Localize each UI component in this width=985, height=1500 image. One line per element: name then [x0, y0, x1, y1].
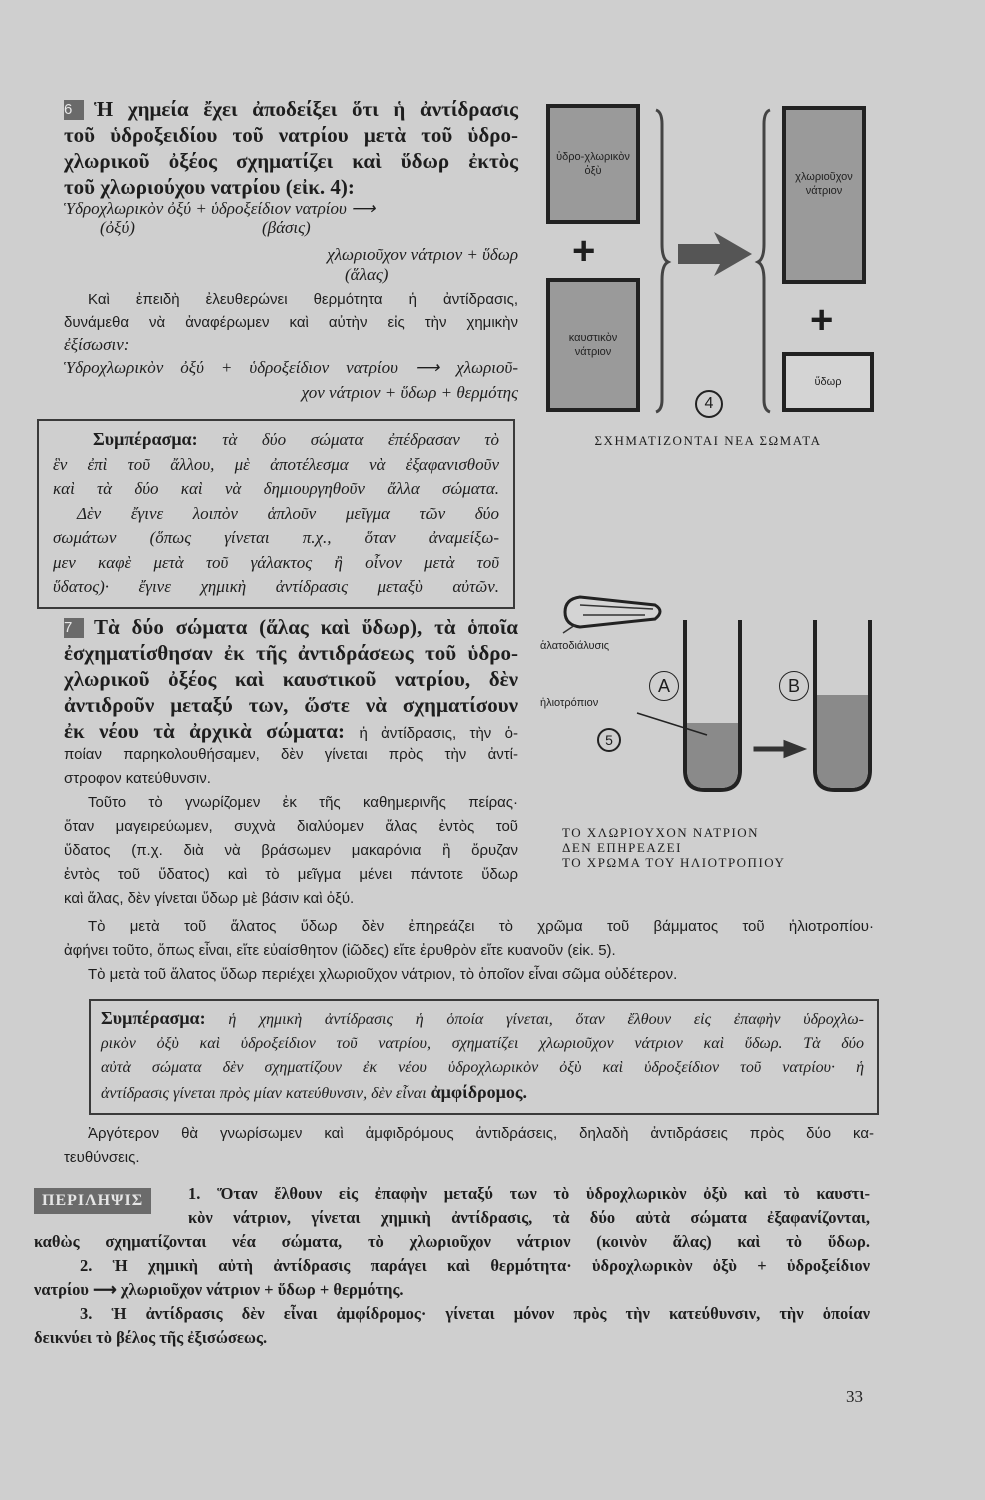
label-salt-solution: ἁλατοδιάλυσις [540, 640, 610, 652]
tube-label-a: A [649, 671, 679, 701]
caption-line: ΤΟ ΧΛΩΡΙΟΥΧΟΝ ΝΑΤΡΙΟΝ [562, 825, 760, 840]
conclusion-box-2 [89, 999, 879, 1115]
tube-label-b: B [779, 671, 809, 701]
box-caustic-soda: καυστικὸν νάτριον [546, 278, 640, 412]
test-tubes-illustration [535, 585, 875, 805]
heading-line: χλωρικοῦ ὀξέος σχηματίζει καὶ ὕδωρ ἐκτὸς [64, 149, 518, 173]
caption-line: ΔΕΝ ΕΠΗΡΕΑΖΕΙ [562, 840, 682, 855]
paragraph-line: Τοῦτο τὸ γνωρίζομεν ἐκ τῆς καθημερινῆς πείρας· [88, 794, 518, 811]
litmus-paragraph [64, 915, 874, 987]
summary [34, 1182, 870, 1350]
label-litmus: ἡλιοτρόπιον [540, 697, 599, 709]
figure-4 [530, 90, 890, 460]
summary-line: 1. Ὅταν ἔλθουν εἰς ἐπαφὴν μεταξύ των τὸ ὑδροχλωρικὸν ὀξὺ καὶ τὸ καυστι- [188, 1184, 870, 1203]
conclusion-label: Συμπέρασμα: [101, 1008, 206, 1028]
conclusion-text: ἡ χημικὴ ἀντίδρασις ἡ ὁποία γίνεται, ὅταν ἔλθουν εἰς ἐπαφὴν ὑδροχλω- [228, 1011, 865, 1028]
figure-number-5: 5 [597, 728, 621, 752]
heading-line: τοῦ χλωριούχου νατρίου (εἰκ. 4): [64, 175, 355, 199]
conclusion-line: Δὲν ἔγινε λοιπὸν ἁπλοῦν μεῖγμα τῶν δύο [77, 503, 499, 523]
conclusion-line: ρικὸν ὀξὺ καὶ ὑδροξείδιον τοῦ νατρίου, σχηματίζει χλωριοῦχον νάτριον καὶ ὕδωρ. Τὰ δύο [101, 1035, 864, 1052]
box-hydrochloric-acid: ὑδρο-χλωρικὸν ὀξὺ [546, 104, 640, 224]
conclusion-line: ἓν ἐπὶ τοῦ ἄλλου, μὲ ἀποτέλεσμα νὰ ἐξαφανισθοῦν [53, 454, 499, 474]
summary-line: 2. Ἡ χημικὴ αὐτὴ ἀντίδρασις παράγει καὶ θερμότητα· ὑδροχλωρικὸν ὀξὺ + ὑδροξείδιον [80, 1256, 870, 1275]
equation-1-line1: Ὑδροχλωρικὸν ὀξύ + ὑδροξείδιον νατρίου ⟶ [64, 199, 376, 218]
figure-5 [535, 585, 875, 875]
equation-line: Ὑδροχλωρικὸν ὀξύ + ὑδροξείδιον νατρίου ⟶ χλωριοῦ- [64, 358, 518, 377]
heading-line: ἀντιδροῦν μεταξύ των, ὥστε νὰ σχηματίσουν [64, 693, 518, 717]
equation-1-line2: χλωριοῦχον νάτριον + ὕδωρ [327, 245, 518, 264]
paragraph-line: ἐντὸς τοῦ ὕδατος) καὶ τὸ μεῖγμα μένει πάντοτε ὕδωρ [64, 866, 518, 883]
equation-line: χον νάτριον + ὕδωρ + θερμότης [301, 383, 518, 402]
section-6-heading [64, 96, 518, 200]
paragraph-line: Καὶ ἐπειδὴ ἐλευθερώνει θερμότητα ἡ ἀντίδρασις, [88, 291, 518, 308]
heading-line: χλωρικοῦ ὀξέος καὶ καυστικοῦ νατρίου, δὲν [64, 667, 518, 691]
equation-2 [64, 357, 518, 403]
plus-sign: + [572, 229, 596, 273]
paragraph-line: ποίαν παρηκολουθήσαμεν, δὲν γίνεται πρὸς τὴν ἀντί- [64, 746, 518, 763]
summary-line: καθὼς σχηματίζονται νέα σώματα, τὸ χλωριοῦχον νάτριον (κοινὸν ἅλας) καὶ τὸ ὕδωρ. [34, 1232, 870, 1251]
plus-sign: + [810, 298, 834, 342]
equation-label-base: (βάσις) [262, 218, 311, 237]
box-water: ὕδωρ [782, 352, 874, 412]
figure-number-4: 4 [695, 390, 723, 418]
conclusion-text: τὰ δύο σώματα ἐπέδρασαν τὸ [222, 430, 500, 449]
page-number: 33 [846, 1387, 863, 1406]
summary-line: 3. Ἡ ἀντίδρασις δὲν εἶναι ἀμφίδρομος· γίνεται μόνον πρὸς τὴν κατεύθυνσιν, τὴν ὁποίαν [80, 1304, 870, 1323]
box-sodium-chloride: χλωριοῦχον νάτριον [782, 106, 866, 284]
caption-line: ΤΟ ΧΡΩΜΑ ΤΟΥ ΗΛΙΟΤΡΟΠΙΟΥ [562, 855, 786, 870]
conclusion-label: Συμπέρασμα: [93, 429, 198, 449]
paragraph-line: τευθύνσεις. [64, 1149, 140, 1166]
paragraph-line: δυνάμεθα νὰ ἀναφέρωμεν καὶ αὐτὴν εἰς τὴν χημικὴν [64, 313, 518, 331]
paragraph-line: Τὸ μετὰ τοῦ ἅλατος ὕδωρ περιέχει χλωριοῦχον νάτριον, τὸ ὁποῖον εἶναι σῶμα οὐδέτερον. [88, 966, 678, 983]
section-number-7: 7 [64, 618, 84, 638]
figure-4-caption: ΣΧΗΜΑΤΙΖΟΝΤΑΙ ΝΕΑ ΣΩΜΑΤΑ [594, 433, 822, 448]
conclusion-line: ὕδατος)· ἔγινε χημικὴ ἀντίδρασις μεταξὺ αὐτῶν. [53, 577, 499, 596]
paragraph-line: ἀφήνει τοῦτο, ὅπως εἶναι, εἴτε εὐαίσθητον (ἰῶδες) εἴτε ἐρυθρὸν εἴτε κυανοῦν (εἰκ. 5). [64, 942, 616, 959]
summary-tag: ΠΕΡΙΛΗΨΙΣ [34, 1188, 151, 1214]
heading-line: ἐκ νέου τὰ ἀρχικὰ σώματα: [64, 719, 345, 743]
equation-label-salt: (ἅλας) [345, 265, 389, 284]
conclusion-box-1 [37, 419, 515, 609]
paragraph-line: Ἀργότερον θὰ γνωρίσωμεν καὶ ἀμφιδρόμους ἀντιδράσεις, δηλαδὴ ἀντιδράσεις πρὸς δύο κα- [88, 1125, 874, 1142]
conclusion-line: μεν καφὲ μετὰ τοῦ γάλακτος ἢ οἶνον μετὰ τοῦ [53, 552, 499, 572]
paragraph-line: ὕδατος (π.χ. διὰ νὰ βράσωμεν μακαρόνια ἢ ὄρυζαν [64, 842, 518, 859]
paragraph-line: Τὸ μετὰ τοῦ ἅλατος ὕδωρ δὲν ἐπηρεάζει τὸ χρῶμα τοῦ βάμματος τοῦ ἡλιοτροπίου· [88, 918, 874, 935]
figure-5-caption [562, 825, 785, 870]
equation-label-acid: (ὀξύ) [100, 218, 135, 237]
summary-line: δεικνύει τὸ βέλος τῆς ἐξισώσεως. [34, 1328, 268, 1347]
section-7-heading [64, 614, 518, 746]
heat-paragraph [64, 289, 518, 355]
conclusion-line: σωμάτων (ὅπως γίνεται π.χ., ὅταν ἀναμείξω- [53, 528, 499, 547]
paragraph-text: ἡ ἀντίδρασις, τὴν ὁ- [359, 725, 519, 742]
summary-line: νατρίου ⟶ χλωριοῦχον νάτριον + ὕδωρ + θερμότης. [34, 1280, 404, 1299]
paragraph-line: στροφον κατεύθυνσιν. [64, 770, 211, 787]
summary-line: κὸν νάτριον, γίνεται χημικὴ ἀντίδρασις, τὰ δύο αὐτὰ σώματα ἐξαφανίζονται, [188, 1208, 870, 1227]
conclusion-text: ἀντίδρασις γίνεται πρὸς μίαν κατεύθυνσιν, δὲν εἶναι [101, 1085, 427, 1102]
paragraph-line: καὶ ἅλας, δὲν γίνεται ὕδωρ μὲ βάσιν καὶ ὀξύ. [64, 890, 355, 907]
heading-line: τοῦ ὑδροξειδίου τοῦ νατρίου μετὰ τοῦ ὑδρο- [64, 123, 518, 147]
conclusion-keyword: ἀμφίδρομος. [430, 1082, 527, 1102]
heading-line: Ἡ χημεία ἔχει ἀποδείξει ὅτι ἡ ἀντίδρασις [94, 97, 518, 121]
paragraph-line: ἐξίσωσιν: [64, 335, 130, 354]
conclusion-line: καὶ τὰ δύο καὶ νὰ δημιουργηθοῦν ἄλλα σώματα. [53, 479, 499, 498]
conclusion-line: αὐτὰ σώματα δὲν σχηματίζουν ἐκ νέου ὑδροχλωρικὸν ὀξὺ καὶ ὑδροξείδιον τοῦ νατρίου· ἡ [101, 1059, 864, 1076]
later-paragraph [64, 1122, 874, 1170]
paragraph-line: ὅταν μαγειρεύωμεν, συχνὰ διαλύομεν ἅλας ἐντὸς τοῦ [64, 818, 518, 835]
section-7-paragraph [64, 743, 518, 911]
heading-line: ἐσχηματίσθησαν ἐκ τῆς ἀντιδράσεως τοῦ ὑδρο- [64, 641, 518, 665]
section-number-6: 6 [64, 100, 84, 120]
heading-line: Τὰ δύο σώματα (ἅλας καὶ ὕδωρ), τὰ ὁποῖα [94, 615, 518, 639]
